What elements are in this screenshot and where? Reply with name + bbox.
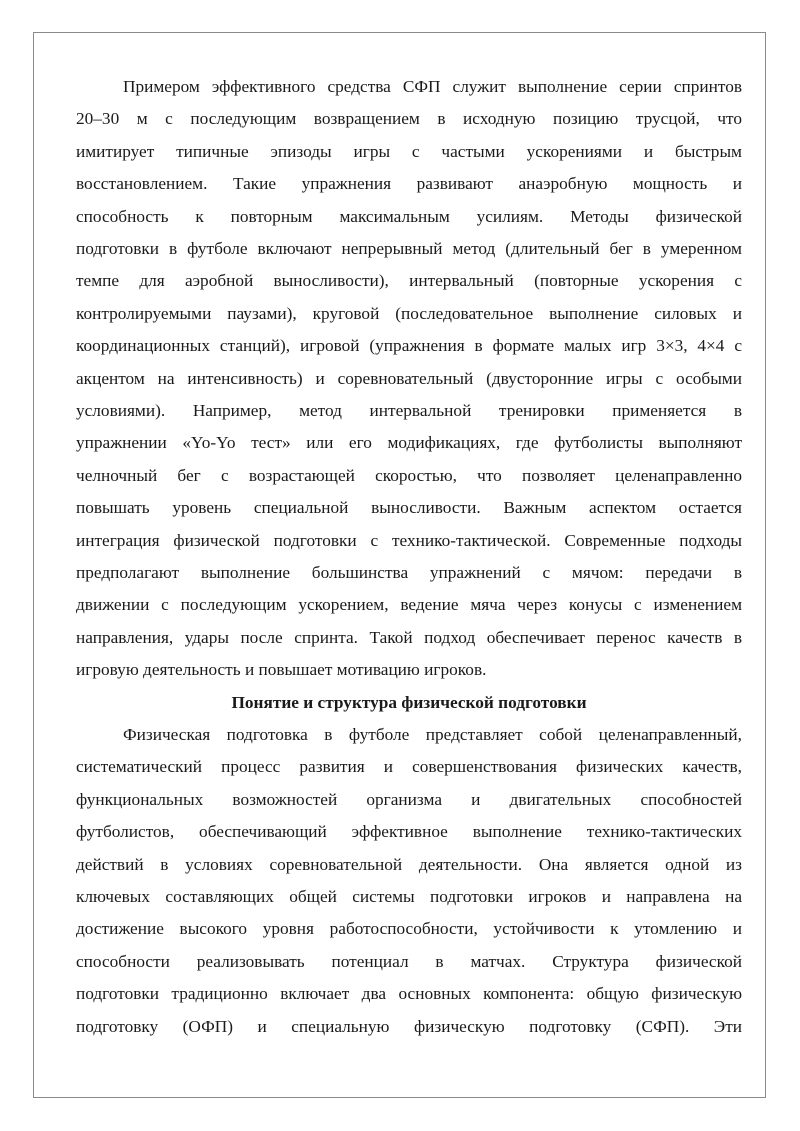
paragraph-1-line: условиями). Например, метод интервальной тренировки применяется в [76, 401, 742, 420]
paragraph-1-line: Примером эффективного средства СФП служит выполнение серии спринтов [123, 77, 742, 96]
paragraph-1-line: челночный бег с возрастающей скоростью, что позволяет целенаправленно [76, 465, 742, 485]
paragraph-1-line: упражнении «Yo-Yo тест» или его модификациях, где футболисты выполняют [76, 433, 742, 453]
paragraph-2-line: способности реализовывать потенциал в матчах. Структура физической [76, 951, 742, 971]
paragraph-2-line: подготовки традиционно включает два основных компонента: общую физическую [76, 984, 742, 1004]
paragraph-2-line: футболистов, обеспечивающий эффективное выполнение технико-тактических [76, 822, 742, 842]
paragraph-1-line: интеграция физической подготовки с технико-тактической. Современные подходы [76, 530, 742, 550]
paragraph-1-line: игровую деятельность и повышает мотивацию игроков. [76, 660, 487, 680]
paragraph-2-line: ключевых составляющих общей системы подготовки игроков и направлена на [76, 887, 742, 906]
paragraph-1-line: имитирует типичные эпизоды игры с частыми ускорениями и быстрым [76, 141, 742, 161]
paragraph-1-line: способность к повторным максимальным усилиям. Методы физической [76, 206, 742, 226]
paragraph-1-line: предполагают выполнение большинства упражнений с мячом: передачи в [76, 563, 742, 582]
paragraph-1-line: 20–30 м с последующим возвращением в исходную позицию трусцой, что [76, 109, 742, 129]
paragraph-1-line: подготовки в футболе включают непрерывный метод (длительный бег в умеренном [76, 239, 742, 258]
paragraph-2-line: Физическая подготовка в футболе представляет собой целенаправленный, [123, 725, 742, 744]
paragraph-2-line: подготовку (ОФП) и специальную физическую подготовку (СФП). Эти [76, 1016, 742, 1036]
paragraph-1-line: контролируемыми паузами), круговой (последовательное выполнение силовых и [76, 303, 742, 323]
paragraph-2-line: действий в условиях соревновательной деятельности. Она является одной из [76, 854, 742, 874]
paragraph-1-line: движении с последующим ускорением, ведение мяча через конусы с изменением [76, 595, 742, 615]
paragraph-1-line: восстановлением. Такие упражнения развивают анаэробную мощность и [76, 174, 742, 194]
paragraph-1-line: повышать уровень специальной выносливости. Важным аспектом остается [76, 498, 742, 518]
paragraph-2-line: функциональных возможностей организма и двигательных способностей [76, 789, 742, 809]
paragraph-2-line: достижение высокого уровня работоспособности, устойчивости к утомлению и [76, 919, 742, 939]
paragraph-1-line: акцентом на интенсивность) и соревновательный (двусторонние игры с особыми [76, 368, 742, 388]
paragraph-1-line: координационных станций), игровой (упражнения в формате малых игр 3×3, 4×4 с [76, 336, 742, 356]
section-heading: Понятие и структура физической подготовки [231, 692, 587, 712]
paragraph-2-line: систематический процесс развития и совершенствования физических качеств, [76, 757, 742, 777]
paragraph-1-line: направления, удары после спринта. Такой подход обеспечивает перенос качеств в [76, 627, 742, 647]
paragraph-1-line: темпе для аэробной выносливости), интервальный (повторные ускорения с [76, 271, 742, 291]
